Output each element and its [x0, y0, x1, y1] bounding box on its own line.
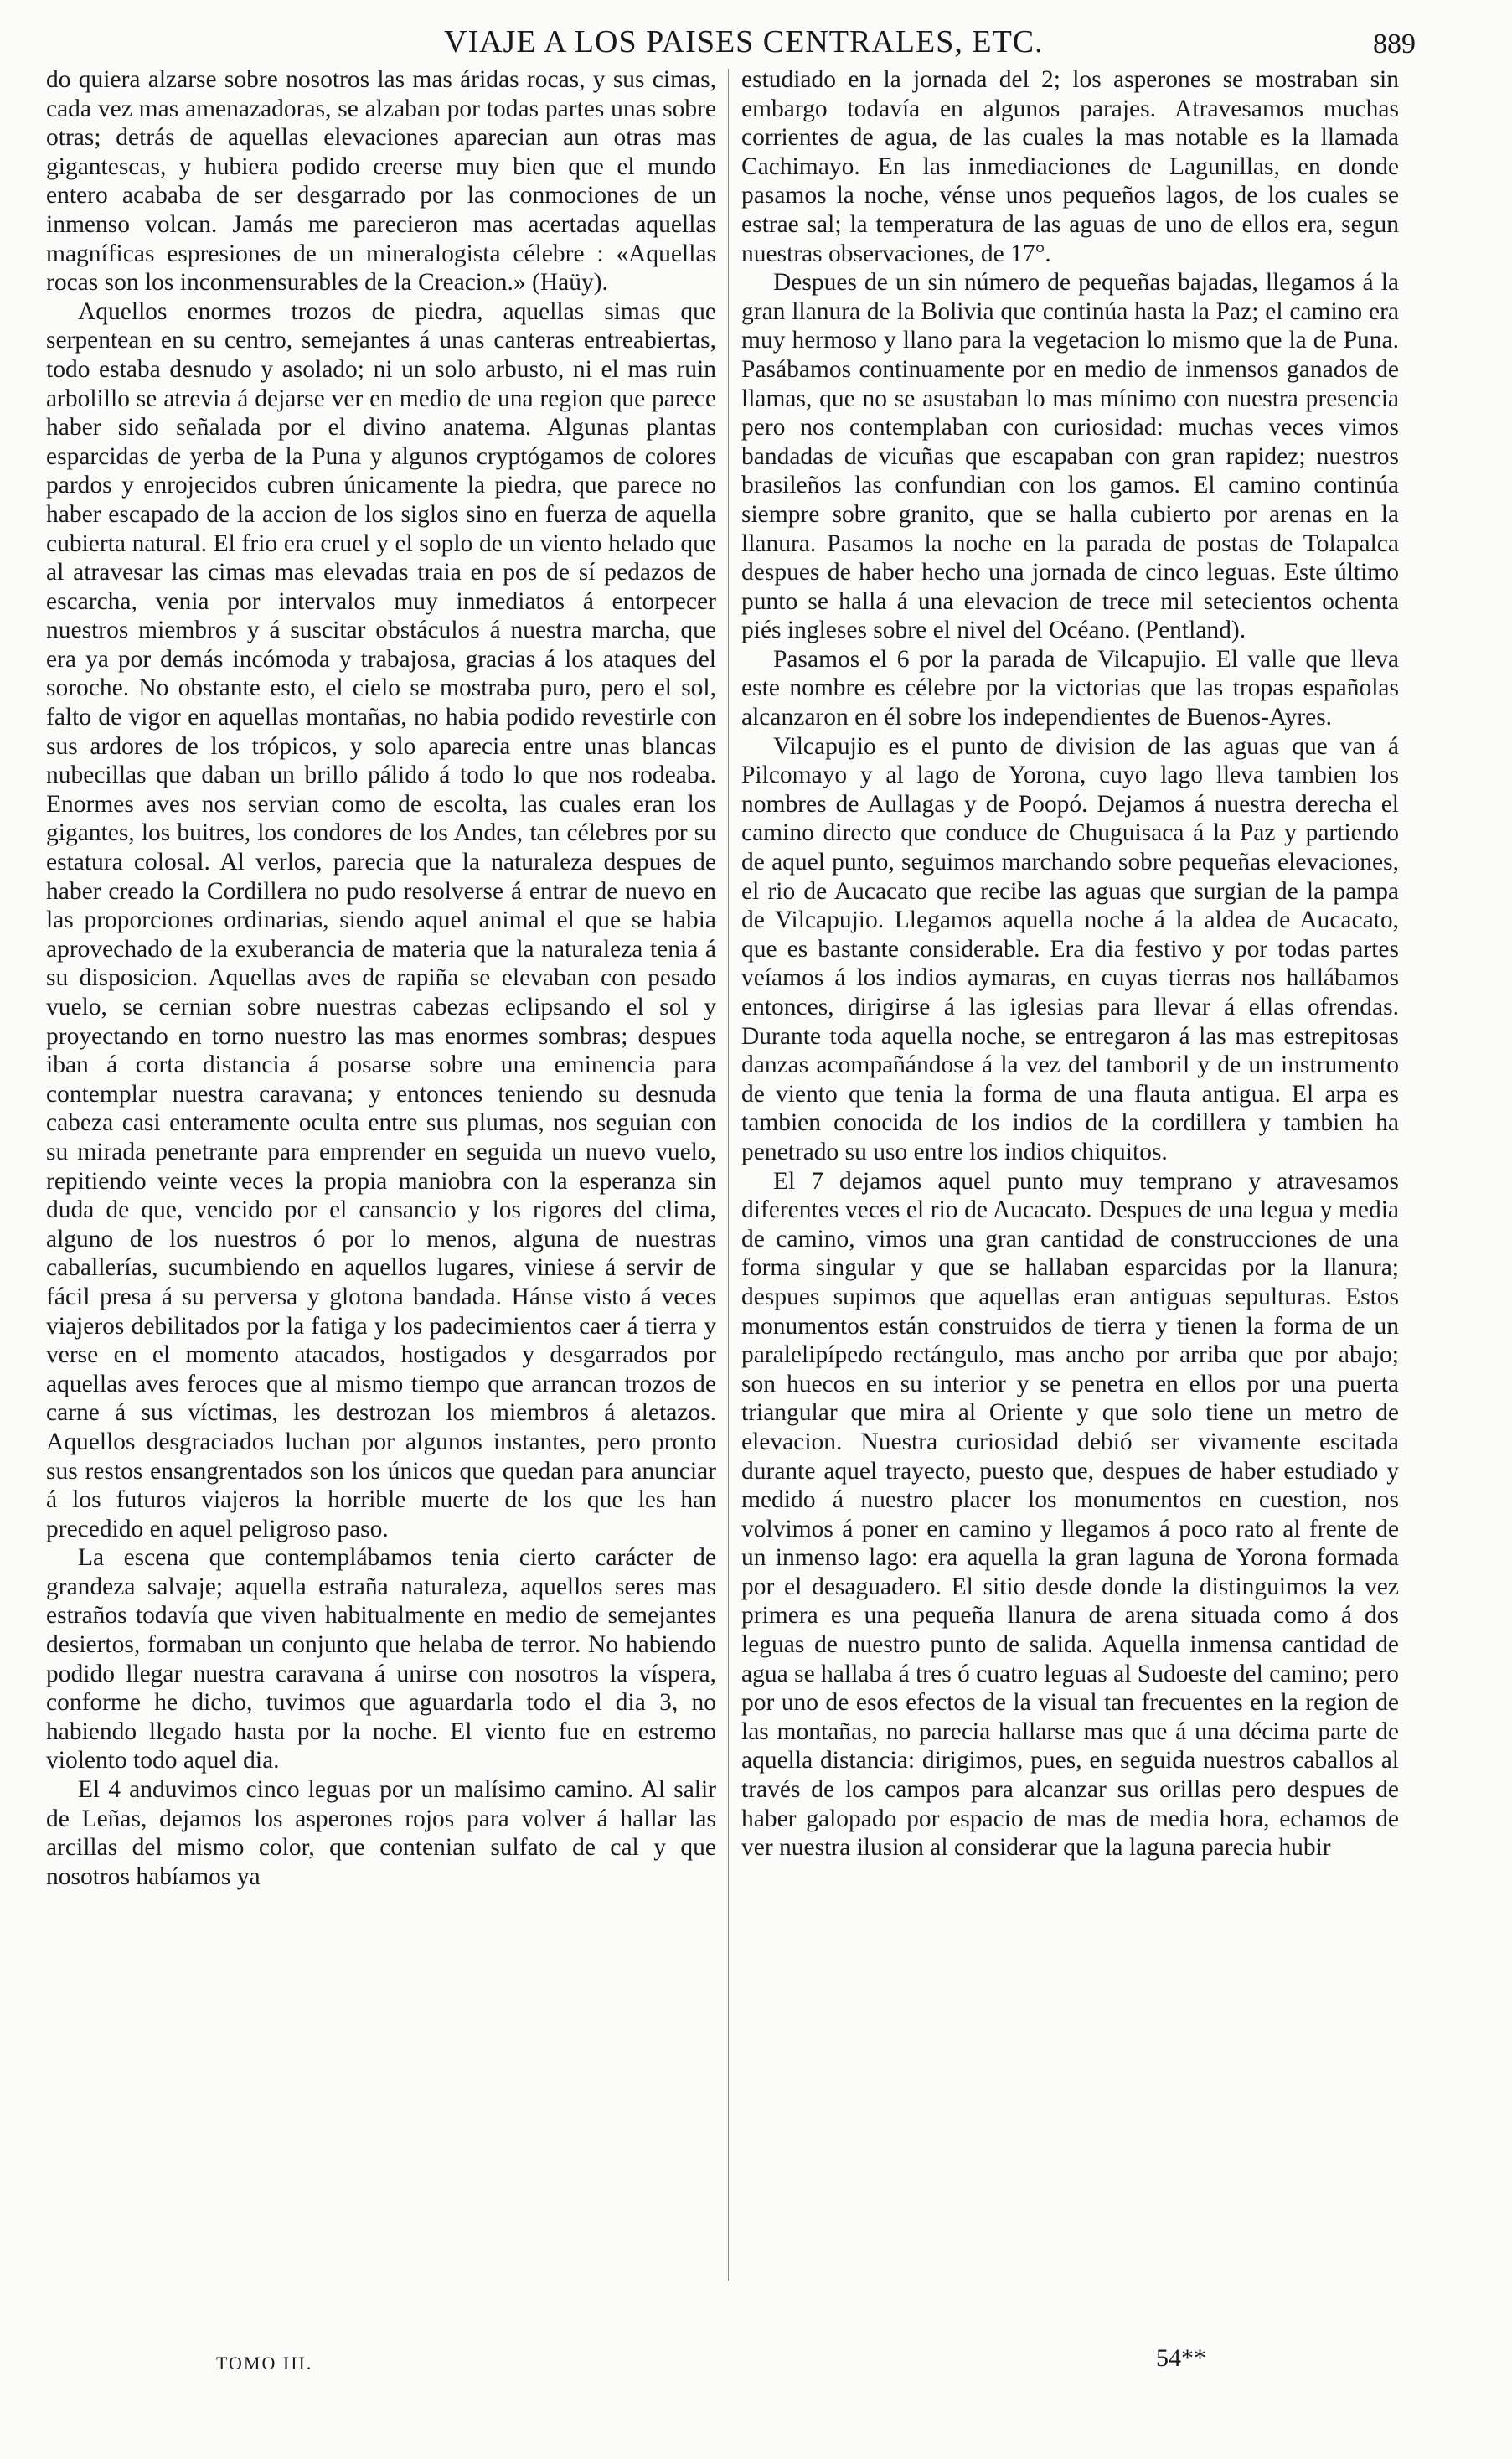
left-column: [46, 65, 716, 1891]
running-title: VIAJE A LOS PAISES CENTRALES, ETC.: [444, 24, 1044, 59]
paragraph: Pasamos el 6 por la parada de Vilcapujio. El valle que lleva este nombre es célebre por la victorias que las tropas españolas alcanzaron en él sobre los independientes de Buenos-Ayres.: [741, 645, 1399, 731]
right-column: [741, 65, 1399, 1862]
column-divider: [728, 69, 729, 2281]
paragraph: Aquellos enormes trozos de piedra, aquellas simas que serpentean en su centro, semejantes á unas canteras entreabiertas, todo estaba desnudo y asolado; ni un solo arbusto, ni el mas ruin arbolillo se atrevia á dejarse ver en medio de una region que parece haber sido señalada por el divino anatema. Algunas plantas esparcidas de yerba de la Puna y algunos cryptógamos de colores pardos y enrojecidos cubren únicamente la piedra, que parece no haber escapado de la accion de los siglos sino en fuerza de aquella cubierta natural. El frio era cruel y el soplo de un viento helado que al atravesar las cimas mas elevadas traia en pos de sí pedazos de escarcha, venia por intervalos muy inmediatos á entorpecer nuestros miembros y á suscitar obstáculos á nuestra marcha, que era ya por demás incómoda y trabajosa, gracias á los ataques del soroche. No obstante esto, el cielo se mostraba puro, pero el sol, falto de vigor en aquellas montañas, no habia podido revestirle con sus ardores de los trópicos, y solo aparecia entre unas blancas nubecillas que daban un brillo pálido á todo lo que nos rodeaba. Enormes aves nos servian como de escolta, las cuales eran los gigantes, los buitres, los condores de los Andes, tan célebres por su estatura colosal. Al verlos, parecia que la naturaleza despues de haber creado la Cordillera no pudo resolverse á entrar de nuevo en las proporciones ordinarias, siendo aquel animal el que se habia aprovechado de la exuberancia de materia que la naturaleza tenia á su disposicion. Aquellas aves de rapiña se elevaban con pesado vuelo, se cernian sobre nuestras cabezas eclipsando el sol y proyectando en torno nuestro las mas enormes sombras; despues iban á corta distancia á posarse sobre una eminencia para contemplar nuestra caravana; y entonces teniendo su desnuda cabeza casi enteramente oculta entre sus plumas, nos seguian con su mirada penetrante para emprender en seguida un nuevo vuelo, repitiendo veinte veces la propia maniobra con la esperanza sin duda de que, vencido por el cansancio y los rigores del clima, alguno de los nuestros ó por lo menos, alguna de nuestras caballerías, sucumbiendo en aquellos lugares, viniese á servir de fácil presa á su perversa y glotona bandada. Hánse visto á veces viajeros debilitados por la fatiga y los padecimientos caer á tierra y verse en el momento atacados, hostigados y desgarrados por aquellas aves feroces que al mismo tiempo que arrancan trozos de carne á sus víctimas, les destrozan los miembros á aletazos. Aquellos desgraciados luchan por algunos instantes, pero pronto sus restos ensangrentados son los únicos que quedan para anunciar á los futuros viajeros la horrible muerte de los que les han precedido en aquel peligroso paso.: [46, 297, 716, 1542]
paragraph: Despues de un sin número de pequeñas bajadas, llegamos á la gran llanura de la Bolivia que continúa hasta la Paz; el camino era muy hermoso y llano para la vegetacion lo mismo que la de Puna. Pasábamos continuamente por en medio de inmensos ganados de llamas, que no se asustaban lo mas mínimo con nuestra presencia pero nos contemplaban con curiosidad: muchas veces vimos bandadas de vicuñas que escapaban con gran rapidez; nuestros brasileños las confundian con los gamos. El camino continúa siempre sobre granito, que se halla cubierto por arenas en la llanura. Pasamos la noche en la parada de postas de Tolapalca despues de haber hecho una jornada de cinco leguas. Este último punto se halla á una elevacion de trece mil setecientos ochenta piés ingleses sobre el nivel del Océano. (Pentland).: [741, 269, 1399, 644]
paragraph: Vilcapujio es el punto de division de las aguas que van á Pilcomayo y al lago de Yorona, cuyo lago lleva tambien los nombres de Aullagas y de Poopó. Dejamos á nuestra derecha el camino directo que conduce de Chuguisaca á la Paz y partiendo de aquel punto, seguimos marchando sobre pequeñas elevaciones, el rio de Aucacato que recibe las aguas que surgian de la pampa de Vilcapujio. Llegamos aquella noche á la aldea de Aucacato, que es bastante considerable. Era dia festivo y por todas partes veíamos á los indios aymaras, en cuyas tierras nos hallábamos entonces, dirigirse á las iglesias para llevar á ellas ofrendas. Durante toda aquella noche, se entregaron á las mas estrepitosas danzas acompañándose á la vez del tamboril y de un instrumento de viento que tenia la forma de una flauta antigua. El arpa es tambien conocida de los indios de la cordillera y tambien ha penetrado su uso entre los indios chiquitos.: [741, 732, 1399, 1165]
signature-mark: 54**: [1156, 2344, 1206, 2372]
page-number: 889: [1373, 28, 1416, 59]
running-header: [369, 23, 1416, 65]
paragraph: estudiado en la jornada del 2; los asperones se mostraban sin embargo todavía en algunos parajes. Atravesamos muchas corrientes de agua, de las cuales la mas notable es la llamada Cachimayo. En las inmediaciones de Lagunillas, en donde pasamos la noche, vénse unos pequeños lagos, de los cuales se estrae sal; la temperatura de las aguas de uno de ellos era, segun nuestras observaciones, de 17°.: [741, 66, 1399, 267]
paragraph: El 4 anduvimos cinco leguas por un malísimo camino. Al salir de Leñas, dejamos los asperones rojos para volver á hallar las arcillas del mismo color, que contenian sulfato de cal y que nosotros habíamos ya: [46, 1776, 716, 1890]
paragraph: do quiera alzarse sobre nosotros las mas áridas rocas, y sus cimas, cada vez mas amenazadoras, se alzaban por todas partes unas sobre otras; detrás de aquellas elevaciones aparecian aun otras mas gigantescas, y hubiera podido creerse muy bien que el mundo entero acababa de ser desgarrado por las conmociones de un inmenso volcan. Jamás me parecieron mas acertadas aquellas magníficas espresiones de un mineralogista célebre : «Aquellas rocas son los inconmensurables de la Creacion.» (Haüy).: [46, 66, 716, 297]
paragraph: La escena que contemplábamos tenia cierto carácter de grandeza salvaje; aquella estraña naturaleza, aquellos seres mas estraños todavía que viven habitualmente en medio de semejantes desiertos, formaban un conjunto que helaba de terror. No habiendo podido llegar nuestra caravana á unirse con nosotros la víspera, conforme he dicho, tuvimos que aguardarla todo el dia 3, no habiendo llegado hasta por la noche. El viento fue en estremo violento todo aquel dia.: [46, 1544, 716, 1775]
volume-label: TOMO III.: [216, 2353, 313, 2374]
paragraph: El 7 dejamos aquel punto muy temprano y atravesamos diferentes veces el rio de Aucacato. Despues de una legua y media de camino, vimos una gran cantidad de construcciones de una forma singular y que se hallaban esparcidas por la llanura; despues supimos que aquellas eran antiguas sepulturas. Estos monumentos están construidos de tierra y tienen la forma de un paralelipípedo rectángulo, mas ancho por arriba que por abajo; son huecos en su interior y se penetra en ellos por una puerta triangular que mira al Oriente y que solo tiene un metro de elevacion. Nuestra curiosidad debió ser vivamente escitada durante aquel trayecto, puesto que, despues de haber estudiado y medido á nuestro placer los monumentos en cuestion, nos volvimos á poner en camino y llegamos á poco rato al frente de un inmenso lago: era aquella la gran laguna de Yorona formada por el desaguadero. El sitio desde donde la distinguimos la vez primera es una pequeña llanura de arena situada como á dos leguas de nuestro punto de salida. Aquella inmensa cantidad de agua se hallaba á tres ó cuatro leguas al Sudoeste del camino; pero por uno de esos efectos de la visual tan frecuentes en la region de las montañas, no parecia hallarse mas que á una décima parte de aquella distancia: dirigimos, pues, en seguida nuestros caballos al través de los campos para alcanzar sus orillas pero despues de haber galopado por espacio de mas de media hora, echamos de ver nuestra ilusion al considerar que la laguna parecia hubir: [741, 1167, 1399, 1862]
